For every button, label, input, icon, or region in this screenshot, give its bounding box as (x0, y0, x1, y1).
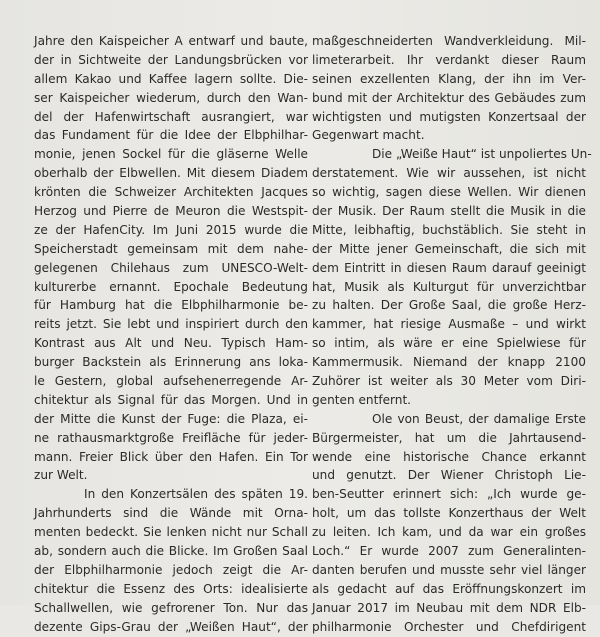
text-line: Die „Weiße Haut“ ist unpoliertes Un- (372, 147, 592, 162)
text-line: burger Backstein als Erinnerung ans loka- (34, 355, 308, 370)
text-line: so wichtig, sagen diese Wellen. Wir dienen (312, 185, 586, 200)
right-text-column (312, 32, 592, 637)
text-line: Loch.“ Er wurde 2007 zum Generalinten- (312, 544, 586, 559)
text-line: oberhalb der Elbwellen. Mit diesem Diadem (34, 166, 308, 181)
text-line: Januar 2017 im Neubau mit dem NDR Elb- (312, 600, 586, 615)
text-line: Jahrhunderts sind die Wände mit Orna- (34, 506, 308, 521)
text-line: Zuhörer ist weiter als 30 Meter vom Diri- (312, 374, 586, 389)
text-line: der Elbphilharmonie jedoch zeigt die Ar- (34, 562, 308, 577)
text-line: mann. Freier Blick über den Hafen. Ein Tor (34, 449, 308, 464)
text-line: ne rathausmarktgroße Freifläche für jeder- (34, 430, 308, 445)
text-line: Herzog und Pierre de Meuron die Westspit- (34, 204, 308, 219)
text-line: zur Welt. (34, 468, 88, 483)
text-line: chitektur als Signal für das Morgen. Und in (34, 392, 308, 407)
text-line: ze der HafenCity. Im Juni 2015 wurde die (34, 222, 308, 237)
text-line: Kontrast aus Alt und Neu. Typisch Ham- (34, 336, 308, 351)
text-line: so intim, als wäre er eine Spielwiese für (312, 336, 586, 351)
text-line: und genutzt. Der Wiener Christoph Lie- (312, 468, 586, 483)
text-line: dem Eintritt in diesen Raum darauf geeinigt (312, 260, 586, 275)
text-line: ab, sondern auch die Blicke. Im Großen Saal (34, 544, 308, 559)
text-line: dezente Gips-Grau der „Weißen Haut“, der (34, 619, 308, 634)
text-line: maßgeschneiderten Wandverkleidung. Mil- (312, 34, 586, 48)
text-line: philharmonie Orchester und Chefdirigent (312, 619, 586, 634)
text-line: Schallwellen, wie gefrorener Ton. Nur das (34, 600, 308, 615)
text-line: Speicherstadt gemeinsam mit dem nahe- (34, 241, 308, 256)
text-line: der Mitte die Kunst der Fuge: die Plaza, ei- (34, 411, 308, 426)
text-line: gelegenen Chilehaus zum UNESCO-Welt- (34, 260, 308, 275)
text-line: In den Konzertsälen des späten 19. (84, 487, 308, 502)
text-line: krönten die Schweizer Architekten Jacques (34, 185, 308, 200)
text-line: hat, Musik als Kulturgut für unverzichtbar (312, 279, 586, 294)
text-line: wichtigsten und mutigsten Konzertsaal der (312, 109, 586, 124)
text-line: danten berufen und musste sehr viel länger (312, 562, 586, 577)
text-line: genten entfernt. (312, 392, 412, 407)
text-line: del der Hafenwirtschaft ausrangiert, war (34, 109, 308, 124)
text-line: Jahre den Kaispeicher A entwarf und baute, (34, 34, 308, 48)
text-line: der Mitte jener Gemeinschaft, die sich mit (312, 241, 586, 256)
text-line: kulturerbe ernannt. Epochale Bedeutung (34, 279, 308, 294)
text-line: ben-Seutter erinnert sich: „Ich wurde ge- (312, 487, 586, 502)
text-line: als gedacht auf das Eröffnungskonzert im (312, 581, 586, 596)
text-line: der in Sichtweite der Landungsbrücken vor (34, 52, 308, 67)
text-line: le Gestern, global aufsehenerregende Ar- (34, 374, 308, 389)
text-line: für Hamburg hat die Elbphilharmonie be- (34, 298, 308, 313)
text-line: Ole von Beust, der damalige Erste (372, 411, 586, 426)
text-line: das Fundament für die Idee der Elbphilhar- (34, 128, 308, 143)
text-line: bund mit der Architektur des Gebäudes zum (312, 90, 586, 105)
text-line: limeterarbeit. Ihr verdankt dieser Raum (312, 52, 586, 67)
text-line: zu halten. Der Große Saal, die große Herz- (312, 298, 586, 313)
text-line: ser Kaispeicher wiederum, durch den Wan- (34, 90, 308, 105)
text-line: Kammermusik. Niemand der knapp 2100 (312, 355, 586, 370)
text-line: reits jetzt. Sie lebt und inspiriert durch den (34, 317, 308, 332)
left-text-column (34, 32, 308, 637)
text-line: Mitte, leibhaftig, buchstäblich. Sie steht in (312, 222, 586, 237)
text-line: wende eine historische Chance erkannt (312, 449, 586, 464)
text-line: seinen exzellenten Klang, der ihn im Ver- (312, 71, 586, 86)
text-line: chitektur die Essenz des Orts: idealisierte (34, 581, 308, 596)
text-line: Bürgermeister, hat um die Jahrtausend- (312, 430, 586, 445)
text-line: holt, um das tollste Konzerthaus der Welt (312, 506, 586, 521)
text-line: der Musik. Der Raum stellt die Musik in die (312, 204, 586, 219)
text-line: menten bedeckt. Sie lenken nicht nur Schall (34, 525, 308, 540)
text-line: zu leiten. Ich kam, und da war ein großes (312, 525, 586, 540)
text-line: monie, jenen Sockel für die gläserne Welle (34, 147, 308, 162)
text-line: Gegenwart macht. (312, 128, 425, 143)
text-line: kammer, hat riesige Ausmaße – und wirkt (312, 317, 586, 332)
text-line: derstatement. Wie wir aussehen, ist nicht (312, 166, 586, 181)
text-line: allem Kakao und Kaffee lagern sollte. Die- (34, 71, 308, 86)
